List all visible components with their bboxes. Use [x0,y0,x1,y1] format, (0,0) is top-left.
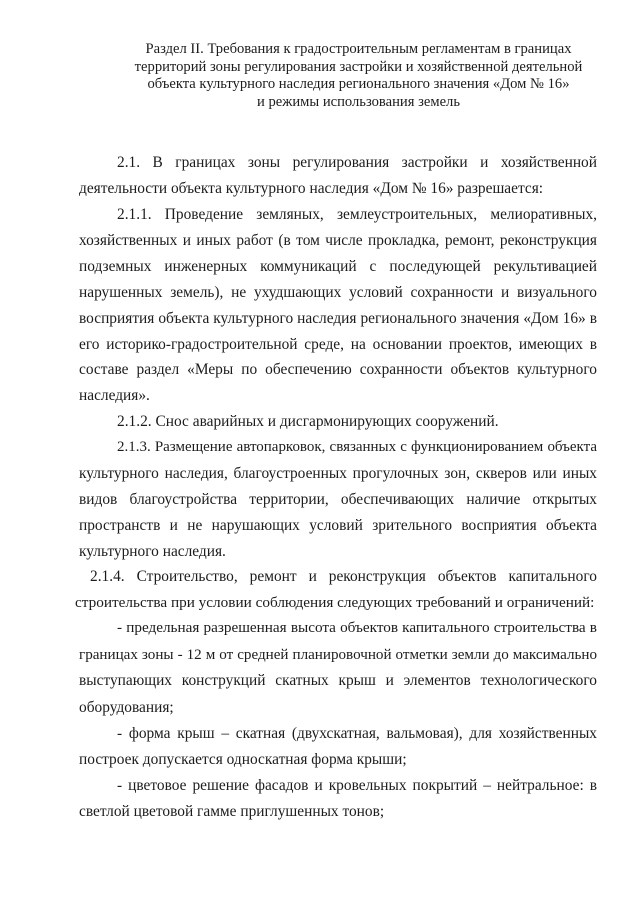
heading-line: объекта культурного наследия регионального значения «Дом № 16» [147,76,570,92]
paragraph-line: наследия». [79,387,150,405]
paragraph-2-1-2 [79,409,597,435]
heading-line: и режимы использования земель [257,93,460,110]
paragraph-line: оборудования; [79,698,174,716]
section-heading [90,41,627,111]
paragraph-line: выступающих конструкций скатных крыш и элементов технологического [79,672,597,689]
paragraph-line: пространств и не нарушающих условий зрительного восприятия объекта [79,516,597,534]
paragraph-line: светлой цветовой гамме приглушенных тонов; [79,803,385,820]
heading-line: территорий зоны регулирования застройки и хозяйственной деятельной [134,58,583,75]
paragraph-2-1-4 [75,564,597,616]
paragraph-2-1-3 [79,435,597,565]
paragraph-line: нарушенных земель), не ухудшающих условий сохранности и визуального [79,283,597,301]
paragraph-line: 2.1.2. Снос аварийных и дисгармонирующих сооружений. [117,413,499,430]
paragraph-line: строительства при условии соблюдения следующих требований и ограничений: [75,594,595,611]
paragraph-line: - цветовое решение фасадов и кровельных покрытий – нейтральное: в [117,777,597,794]
paragraph-line: культурного наследия. [79,542,226,560]
requirement-item-roof-shape [79,721,597,773]
requirement-item-height [79,615,597,721]
paragraph-line: хозяйственных и иных работ (в том числе прокладка, ремонт, реконструкция [79,231,597,249]
paragraph-line: видов благоустройства территории, обеспечивающих наличие открытых [79,490,597,508]
paragraph-line: построек допускается односкатная форма крыши; [79,751,407,768]
paragraph-line: 2.1.3. Размещение автопарковок, связанных с функционированием объекта [117,439,597,455]
paragraph-line: подземных инженерных коммуникаций с последующей рекультивацией [79,257,597,275]
paragraph-line: культурного наследия, благоустроенных прогулочных зон, скверов или иных [79,464,597,482]
paragraph-line: деятельности объекта культурного наследия «Дом № 16» разрешается: [79,180,544,197]
paragraph-line: его историко-градостроительной среде, на основании проектов, имеющих в [79,335,597,353]
paragraph-2-1-1 [79,202,597,409]
paragraph-line: 2.1.1. Проведение земляных, землеустроительных, мелиоративных, [117,206,597,223]
paragraph-line: границах зоны - 12 м от средней планировочной отметки земли до максимально [79,646,597,663]
paragraph-line: 2.1.4. Строительство, ремонт и реконструкция объектов капитального [90,568,597,585]
requirement-item-color [79,773,597,825]
paragraph-line: - форма крыш – скатная (двухскатная, вальмовая), для хозяйственных [117,725,597,742]
heading-line: Раздел II. Требования к градостроительным регламентам в границах [145,41,572,57]
paragraph-line: 2.1. В границах зоны регулирования застройки и хозяйственной [117,154,597,171]
paragraph-2-1 [79,150,597,202]
paragraph-line: восприятия объекта культурного наследия регионального значения «Дом 16» в [79,309,597,327]
paragraph-line: - предельная разрешенная высота объектов капитального строительства в [117,619,597,636]
paragraph-line: составе раздел «Меры по обеспечению сохранности объектов культурного [79,361,597,379]
